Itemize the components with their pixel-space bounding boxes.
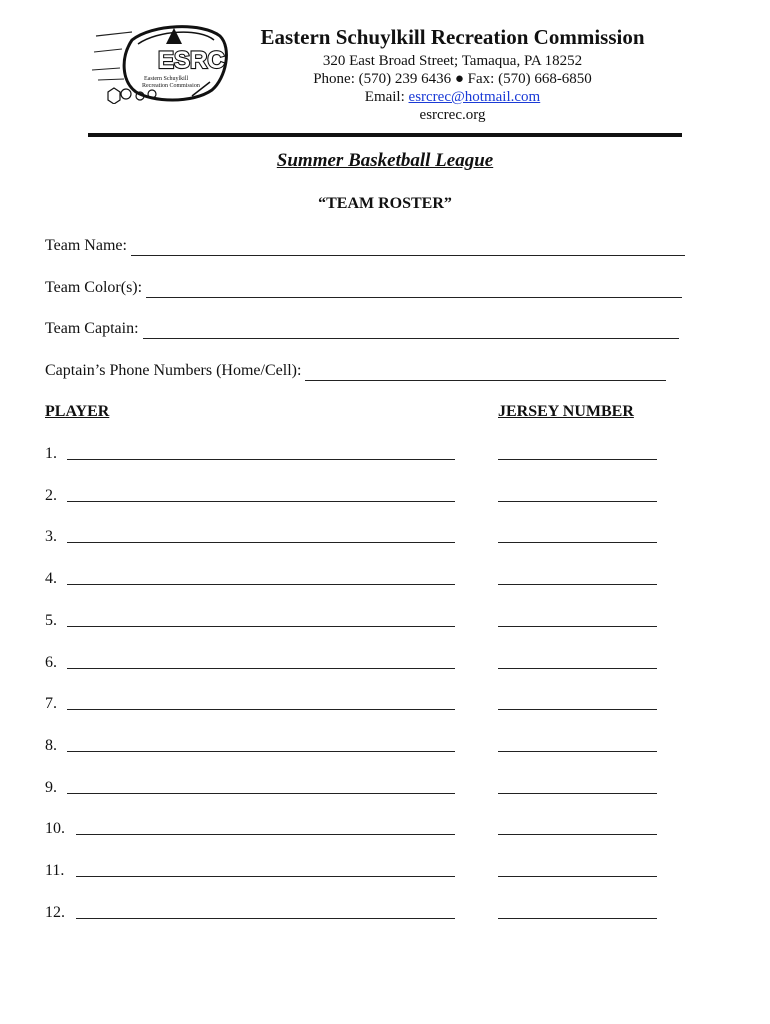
captain-phone-field[interactable] (45, 361, 666, 381)
player-row-number: 8. (45, 736, 57, 754)
player-name-line[interactable] (67, 793, 455, 794)
player-row-number: 12. (45, 903, 65, 921)
organization-website: esrcrec.org (419, 107, 486, 123)
player-row-number: 11. (45, 862, 65, 879)
jersey-number-line[interactable] (498, 459, 657, 460)
jersey-number-line[interactable] (498, 834, 657, 835)
player-column-header: PLAYER (45, 403, 110, 420)
jersey-column-header: JERSEY NUMBER (498, 403, 634, 420)
player-name-line[interactable] (76, 834, 455, 835)
player-name-line[interactable] (76, 918, 455, 919)
team-captain-field[interactable] (45, 319, 679, 339)
captain-phone-label: Captain’s Phone Numbers (Home/Cell): (45, 362, 302, 379)
team-colors-line[interactable] (146, 281, 682, 298)
player-name-line[interactable] (67, 584, 455, 585)
player-name-line[interactable] (67, 668, 455, 669)
player-name-line[interactable] (67, 709, 455, 710)
player-row-number: 7. (45, 695, 57, 713)
player-row-number: 1. (45, 445, 57, 462)
team-captain-label: Team Captain: (45, 320, 139, 337)
jersey-number-line[interactable] (498, 709, 657, 710)
organization-info (250, 24, 655, 124)
player-name-line[interactable] (67, 459, 455, 460)
player-row-number: 5. (45, 611, 57, 629)
league-title: Summer Basketball League (276, 150, 494, 171)
jersey-number-line[interactable] (498, 584, 657, 585)
team-name-label: Team Name: (45, 237, 127, 254)
header-divider (88, 133, 682, 137)
team-captain-line[interactable] (143, 322, 679, 339)
player-name-line[interactable] (67, 626, 455, 627)
svg-text:ESRC: ESRC (158, 47, 225, 74)
player-row-number: 6. (45, 653, 57, 671)
email-link[interactable]: esrcrec@hotmail.com (408, 89, 541, 105)
svg-text:Recreation Commission: Recreation Commission (142, 83, 200, 89)
player-name-line[interactable] (76, 876, 455, 877)
esrc-logo (92, 22, 232, 104)
player-row-number: 10. (45, 820, 65, 838)
player-name-line[interactable] (67, 501, 455, 502)
team-colors-field[interactable] (45, 278, 682, 298)
team-name-line[interactable] (131, 239, 685, 256)
player-name-line[interactable] (67, 542, 455, 543)
team-name-field[interactable] (45, 236, 685, 256)
roster-title: “TEAM ROSTER” (318, 195, 452, 212)
player-row-number: 4. (45, 570, 57, 588)
svg-text:Eastern Schuylkill: Eastern Schuylkill (144, 76, 189, 82)
player-row-number: 3. (45, 528, 57, 546)
team-colors-label: Team Color(s): (45, 279, 143, 296)
organization-phone-fax: Phone: (570) 239 6436 ● Fax: (570) 668-6850 (313, 71, 592, 87)
jersey-number-line[interactable] (498, 668, 657, 669)
player-row-number: 2. (45, 486, 57, 504)
jersey-number-line[interactable] (498, 918, 657, 919)
email-label: Email: (364, 89, 409, 105)
captain-phone-line[interactable] (305, 364, 666, 381)
organization-email-line (250, 88, 655, 106)
jersey-number-line[interactable] (498, 876, 657, 877)
jersey-number-line[interactable] (498, 542, 657, 543)
player-name-line[interactable] (67, 751, 455, 752)
jersey-number-line[interactable] (498, 501, 657, 502)
player-row-number: 9. (45, 778, 57, 796)
jersey-number-line[interactable] (498, 751, 657, 752)
organization-address: 320 East Broad Street; Tamaqua, PA 18252 (322, 53, 583, 69)
jersey-number-line[interactable] (498, 793, 657, 794)
organization-name: Eastern Schuylkill Recreation Commission (260, 25, 645, 49)
jersey-number-line[interactable] (498, 626, 657, 627)
